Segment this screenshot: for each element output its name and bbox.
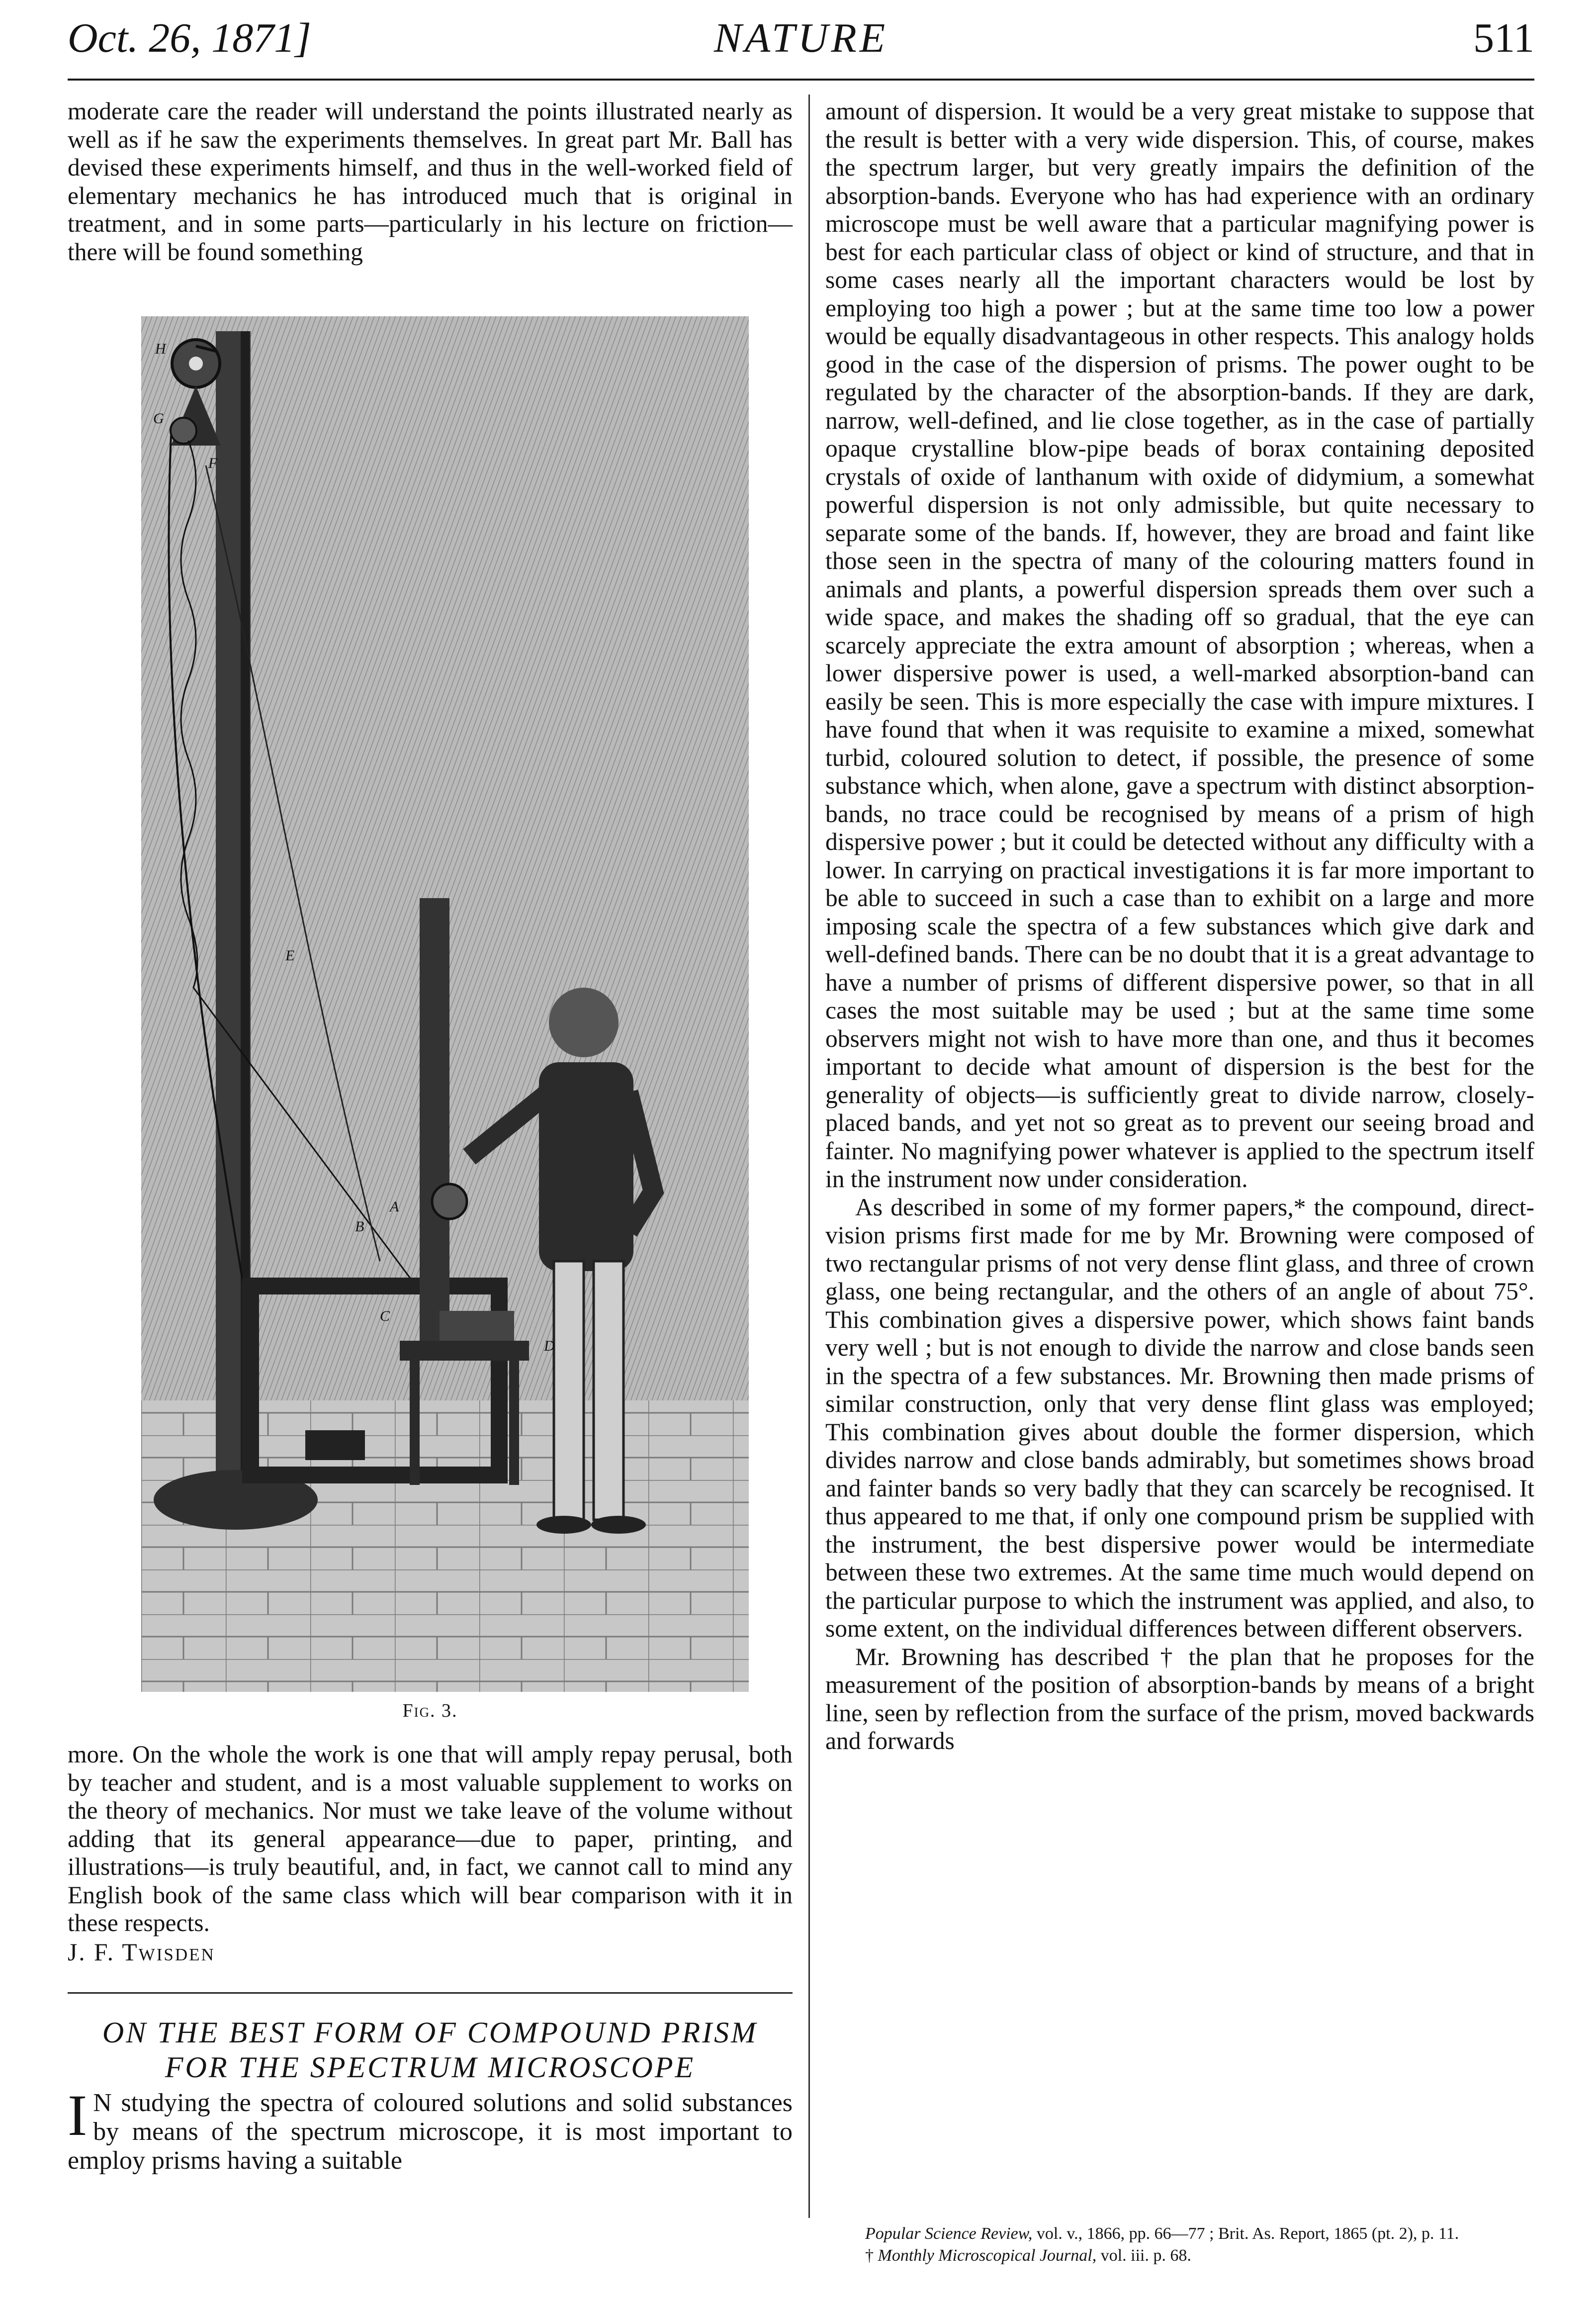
- header-rule: [68, 79, 1534, 81]
- footnote-2-text: vol. iii. p. 68.: [1100, 2246, 1192, 2265]
- label-G: G: [153, 410, 164, 427]
- right-paragraph-3: Mr. Browning has described † the plan that he proposes for the measurement of the position of absorption-bands by means of a bright line, seen by reflection from the surface of the prism, moved backwards and forwards: [825, 1643, 1534, 1754]
- figure-3-engraving: [141, 316, 749, 1692]
- footnote-1-text: vol. v., 1866, pp. 66—77 ; Brit. As. Report, 1865 (pt. 2), p. 11.: [1036, 2224, 1459, 2243]
- article-title: [68, 2015, 793, 2085]
- footnote-2: [825, 2245, 1534, 2267]
- review-signature: J. F. Twisden: [68, 1938, 215, 1966]
- journal-title: NATURE: [713, 15, 888, 61]
- label-H: H: [155, 341, 166, 357]
- right-column: [825, 97, 1534, 1755]
- closing-paragraph: more. On the whole the work is one that will amply repay perusal, both by teacher and student, and is a most valuable supplement to works on the theory of mechanics. Nor must we take leave of the volume without adding that its general appearance—due to paper, printing, and illustrations—is truly beautiful, and, in fact, we cannot call to mind any English book of the same class which will bear comparison with it in these respects.: [68, 1741, 793, 1936]
- section-divider: [68, 1992, 793, 1994]
- page-number: 511: [1473, 15, 1534, 61]
- stool: [400, 1341, 529, 1361]
- footnote-2-source: Monthly Microscopical Journal,: [878, 2246, 1097, 2265]
- label-B: B: [355, 1218, 364, 1235]
- article-title-line-1: ON THE BEST FORM OF COMPOUND PRISM: [102, 2016, 758, 2049]
- footnote-2-mark: †: [865, 2246, 874, 2265]
- right-paragraph-1: amount of dispersion. It would be a very great mistake to suppose that the result is better with a very wide dispersion. This, of course, makes the spectrum larger, but very greatly impairs the definition of the absorption-bands. Everyone who has had experience with an ordinary microscope must be well aware that a particular magnifying power is best for each particular class of object or kind of structure, and that in some cases nearly all the important characters would be lost by employing too high a power ; but at the same time too low a power would be equally disadvantageous in other respects. This analogy holds good in the case of the dispersion of prisms. The power ought to be regulated by the character of the absorption-bands. If they are dark, narrow, well-defined, and lie close together, as in the case of partially opaque crystalline blow-pipe beads of borax containing deposited crystals of oxide of lanthanum with oxide of didymium, a somewhat powerful dispersion is not only admissible, but quite necessary to separate some of the bands. If, however, they are broad and faint like those seen in the spectra of many of the colouring matters found in animals and plants, a powerful dispersion spreads them over such a wide space, and makes the shading off so gradual, that the eye can scarcely appreciate the extra amount of absorption ; whereas, when a lower dispersive power is used, a well-marked absorption-band can easily be seen. This is more especially the case with impure mixtures. I have found that when it was requisite to examine a mixed, somewhat turbid, coloured solution to detect, if possible, the presence of some substance which, when alone, gave a spectrum with distinct absorption-bands, no trace could be recognised by means of a prism of high dispersive power ; but it could be detected without any difficulty with a lower. In carrying on practical investigations it is far more important to be able to succeed in such a case than to exhibit on a large and more imposing scale the spectra of a few substances which give dark and well-defined bands. There can be no doubt that it is a great advantage to have a number of prisms of different dispersive power, so that in all cases the most suitable may be used ; but at the same time some observers might not wish to have more than one, and thus it becomes important to decide what amount of dispersion is the best for the generality of objects—is sufficiently great to divide narrow, closely-placed bands, and yet not so great as to prevent our seeing broad and fainter. No magnifying power whatever is applied to the spectrum itself in the instrument now under consideration.: [825, 97, 1534, 1193]
- label-A: A: [390, 1199, 399, 1215]
- footnotes: [825, 2223, 1534, 2267]
- figure-caption: Fig. 3.: [402, 1700, 458, 1721]
- left-column-intro: [68, 97, 793, 266]
- right-paragraph-2: As described in some of my former papers,* the compound, direct-vision prisms first made for me by Mr. Browning were composed of two rectangular prisms of not very dense flint glass, and three of crown glass, one being rectangular, and the others of an angle of about 75°. This combination gives a dispersive power, which shows faint bands very well ; but is not enough to divide the narrow and close bands seen in the spectra of a few substances. Mr. Browning then made prisms of similar construction, only that very dense flint glass was employed; This combination gives about double the former dispersion, which divides narrow and close bands admirably, but sometimes shows broad and fainter bands so very badly that they can scarcely be recognised. It thus appeared to me that, if only one compound prism be supplied with the instrument, the best dispersive power would be intermediate between these two extremes. At the same time much would depend on the particular purpose to which the instrument was applied, and also, to some extent, on the individual differences between different observers.: [825, 1193, 1534, 1642]
- intro-paragraph: moderate care the reader will understand the points illustrated nearly as well as if he saw the experiments themselves. In great part Mr. Ball has devised these experiments himself, and thus in the well-worked field of elementary mechanics he has introduced much that is original in treatment, and in some parts—particularly in his lecture on friction—there will be found something: [68, 97, 793, 266]
- label-F: F: [208, 455, 218, 471]
- footnote-1-source: Popular Science Review,: [865, 2224, 1033, 2243]
- issue-date: Oct. 26, 1871]: [68, 15, 311, 61]
- instrument-column: [420, 898, 449, 1346]
- article-title-line-2: FOR THE SPECTRUM MICROSCOPE: [165, 2051, 696, 2084]
- drop-cap: I: [68, 2083, 88, 2148]
- label-C: C: [380, 1308, 390, 1324]
- label-D: D: [544, 1338, 555, 1354]
- article-opening: [68, 2083, 793, 2175]
- page-header: [68, 14, 1534, 69]
- left-column-closing: [68, 1741, 793, 1966]
- battery-cells: [440, 1311, 514, 1341]
- footnote-1: [825, 2223, 1534, 2245]
- article-opening-text: N studying the spectra of coloured solutions and solid substances by means of the spectrum microscope, it is most important to employ prisms having a suitable: [68, 2089, 793, 2175]
- label-E: E: [285, 947, 295, 964]
- column-divider: [808, 94, 810, 2218]
